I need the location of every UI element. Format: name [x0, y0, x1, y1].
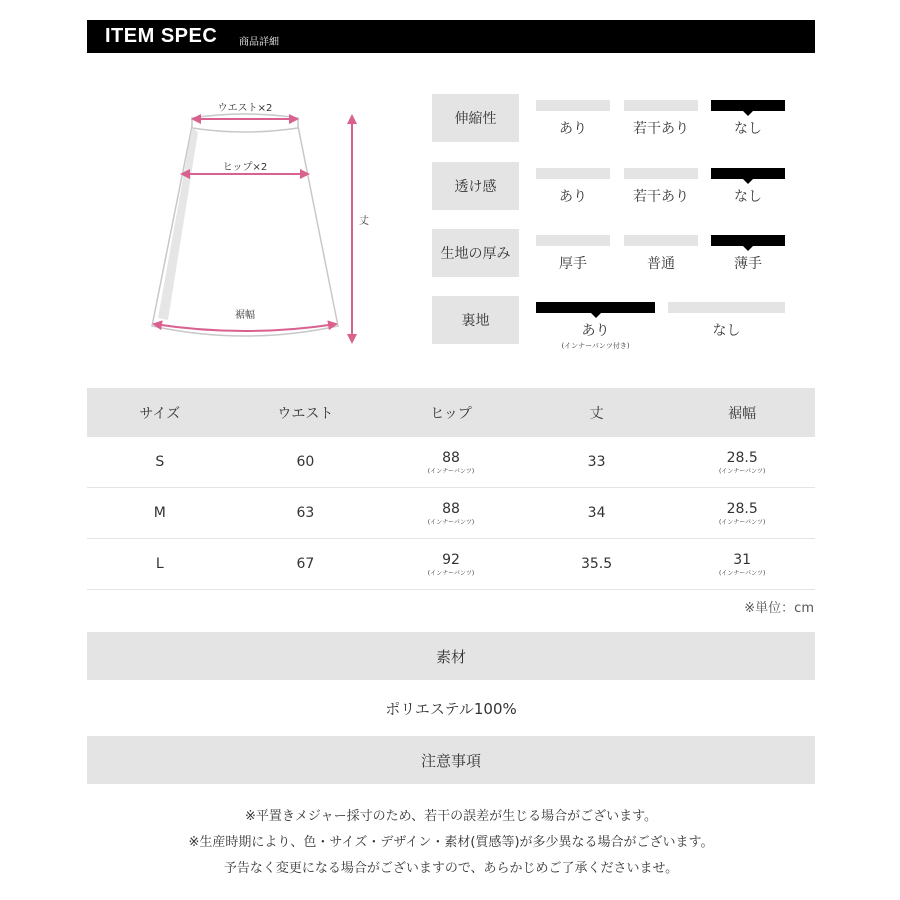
- table-row: [87, 539, 815, 590]
- spec-row-sheerness: [432, 162, 817, 210]
- unit-note: ※単位：cm: [744, 601, 814, 616]
- hem-cell: 31 (インナーパンツ): [718, 551, 766, 577]
- caution-line: ※平置きメジャー採寸のため、若干の誤差が生じる場合がございます。: [244, 809, 658, 824]
- skirt-diagram-icon: [140, 88, 380, 358]
- length-cell: 34: [587, 505, 606, 521]
- table-row: [87, 488, 815, 539]
- spec-option: 若干あり: [624, 168, 698, 206]
- table-row: [87, 437, 815, 488]
- spec-option: あり: [536, 168, 610, 206]
- spec-label: 生地の厚み: [432, 229, 519, 277]
- hip-label: ヒップ×2: [222, 162, 268, 173]
- spec-option: 厚手: [536, 235, 610, 273]
- spec-option-selected: なし: [711, 100, 785, 138]
- size-table: [87, 388, 815, 590]
- size-cell: L: [155, 556, 164, 572]
- spec-label: 裏地: [432, 296, 519, 344]
- spec-row-lining: [432, 296, 817, 350]
- caution-notes: [87, 804, 815, 882]
- header-cell: ヒップ: [430, 405, 472, 422]
- size-cell: S: [155, 454, 165, 470]
- material-value: ポリエステル100%: [385, 700, 517, 718]
- header-cell: 丈: [589, 405, 604, 422]
- spec-label: 透け感: [432, 162, 519, 210]
- hip-cell: 92 (インナーパンツ): [427, 551, 475, 577]
- hem-label: 裾幅: [235, 310, 255, 321]
- waist-cell: 60: [296, 454, 315, 470]
- hem-cell: 28.5 (インナーパンツ): [718, 500, 766, 526]
- caution-heading: 注意事項: [87, 736, 815, 784]
- lining-note: (インナーパンツ付き): [561, 342, 630, 350]
- header-cell: サイズ: [139, 405, 181, 422]
- size-cell: M: [153, 505, 166, 521]
- header-cell: ウエスト: [277, 405, 334, 422]
- material-heading: 素材: [87, 632, 815, 680]
- length-cell: 33: [587, 454, 606, 470]
- spec-option-selected: あり (インナーパンツ付き): [536, 302, 655, 351]
- spec-option-selected: なし: [711, 168, 785, 206]
- spec-option: 普通: [624, 235, 698, 273]
- spec-label: 伸縮性: [432, 94, 519, 142]
- size-table-header: [87, 388, 815, 437]
- spec-row-stretch: [432, 94, 817, 142]
- header-subtitle: 商品詳細: [239, 37, 279, 48]
- hip-cell: 88 (インナーパンツ): [427, 449, 475, 475]
- spec-option: 若干あり: [624, 100, 698, 138]
- spec-row-thickness: [432, 229, 817, 277]
- hip-cell: 88 (インナーパンツ): [427, 500, 475, 526]
- waist-label: ウエスト×2: [217, 103, 273, 114]
- length-cell: 35.5: [580, 556, 613, 572]
- hem-cell: 28.5 (インナーパンツ): [718, 449, 766, 475]
- spec-option-selected: 薄手: [711, 235, 785, 273]
- caution-line: ※生産時期により、色・サイズ・デザイン・素材(質感等)が多少異なる場合がございます。: [188, 835, 714, 850]
- waist-cell: 67: [296, 556, 315, 572]
- header-title: ITEM SPEC: [105, 25, 218, 47]
- header-cell: 裾幅: [728, 405, 757, 422]
- caution-line: 予告なく変更になる場合がございますので、あらかじめご了承くださいませ。: [223, 861, 679, 876]
- spec-header: [87, 20, 815, 53]
- spec-option: なし: [668, 302, 785, 340]
- length-label: 丈: [359, 216, 369, 227]
- waist-cell: 63: [296, 505, 315, 521]
- spec-option: あり: [536, 100, 610, 138]
